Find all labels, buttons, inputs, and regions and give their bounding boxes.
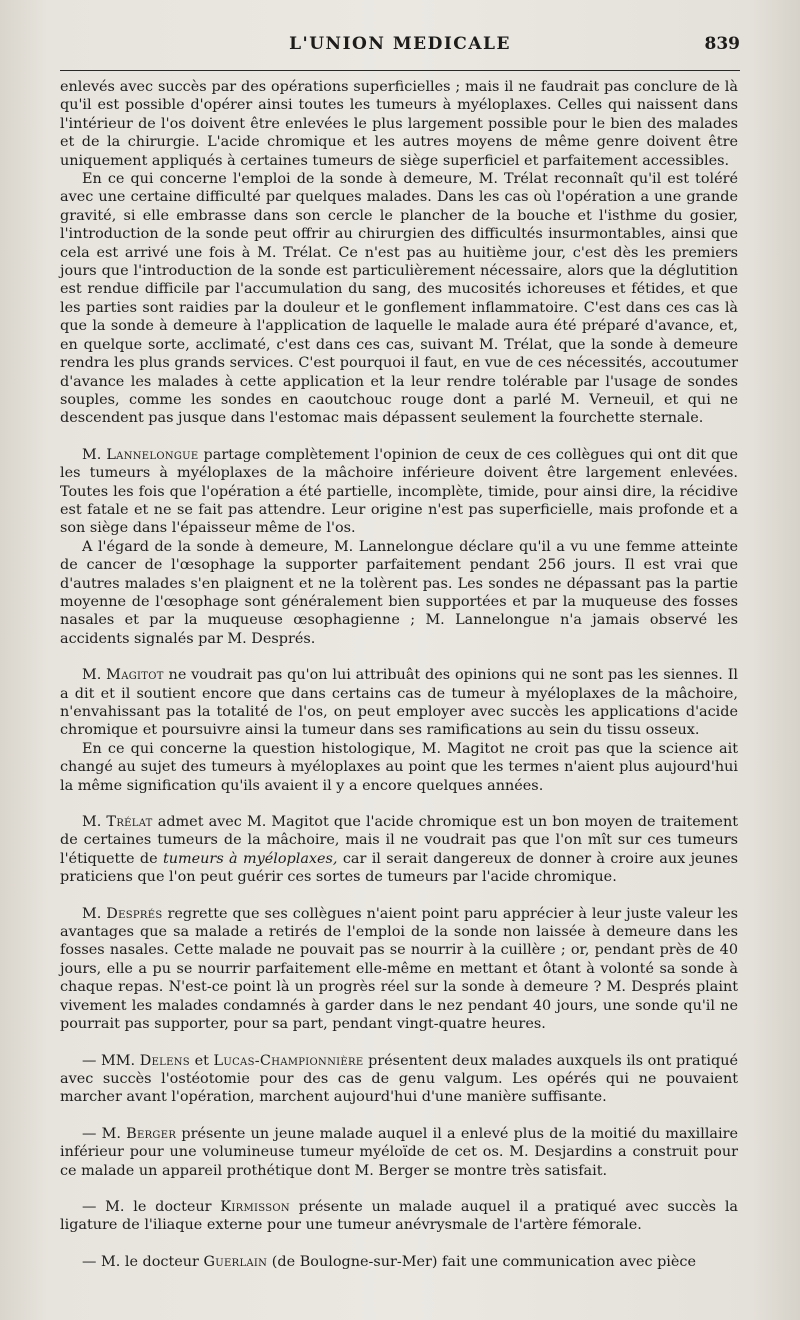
speaker-prefix: M.: [82, 814, 107, 831]
speaker-name: Lucas-Championnière: [213, 1052, 364, 1069]
paragraph-text: partage complètement l'opinion de ceux de ces collègues qui ont dit que les tumeurs à myéloplaxes de la mâchoire inférieure doivent être largement enlevées. Toutes les fois que l'opération a été partielle, incomplète, timide, pour ainsi dire, la récidive est fatale et ne se fait pas attendre. Leur origine n'est pas superficielle, mais profonde et a son siège dans l'épaisseur même de l'os.: [60, 446, 738, 537]
speaker-name: Delens: [139, 1052, 190, 1069]
speaker-name: Lannelongue: [106, 446, 199, 463]
speaker-prefix: M.: [82, 667, 107, 684]
dash-prefix: — M. le docteur: [82, 1253, 204, 1270]
paragraph-text: car il serait dangereux de donner à croire aux jeunes praticiens que l'on peut guérir ces sortes de tumeurs par l'acide chromique.: [60, 850, 738, 886]
speaker-name: Kirmisson: [220, 1198, 290, 1215]
speaker-name: Berger: [126, 1125, 177, 1142]
paragraph-text: regrette que ses collègues n'aient point paru apprécier à leur juste valeur les avantages que sa malade a retirés de l'emploi de la sonde non laissée à demeure dans les fosses nasales. Cette malade ne pouvait pas se nourrir à la cuillère ; or, pendant près de 40 jours, elle a pu se nourrir parfaitement elle-même en mettant et ôtant à volonté sa sonde à chaque repas. N'est-ce point là un progrès réel sur la sonde à demeure ? M. Després plaint vivement les malades condamnés à garder dans le nez pendant 40 jours, une sonde qu'il ne pourrait pas supporter, pour sa part, pendant vingt-quatre heures.: [60, 905, 738, 1033]
speaker-name: Guerlain: [203, 1253, 268, 1270]
paragraph-magitot-histologie: En ce qui concerne la question histologique, M. Magitot ne croit pas que la science ait changé au sujet des tumeurs à myéloplaxes au point que les termes n'aient plus aujourd'hui la même signification qu'ils avaient il y a encore quelques années.: [60, 740, 738, 794]
conjunction: et: [189, 1052, 214, 1069]
paragraph-lannelongue-sonde: A l'égard de la sonde à demeure, M. Lannelongue déclare qu'il a vu une femme atteinte de cancer de l'œsophage la supporter parfaitement pendant 256 jours. Il est vrai que d'autres malades s'en plaignent et ne la tolèrent pas. Les sondes ne dépassant pas la partie moyenne de l'œsophage sont généralement bien supportées et par la muqueuse des fosses nasales et par la muqueuse œsophagienne ; M. Lannelongue n'a jamais observé les accidents signalés par M. Després.: [60, 538, 738, 647]
paragraph-berger: [60, 1125, 738, 1180]
paragraph-magitot: [60, 666, 738, 740]
paragraph-text: ne voudrait pas qu'on lui attribuât des opinions qui ne sont pas les siennes. Il a dit et il soutient encore que dans certains cas de tumeur à myéloplaxes de la mâchoire, n'envahissant pas la totalité de l'os, on peut employer avec succès les applications d'acide chromique et poursuivre ainsi la tumeur dans ses ramifications au sein du tissu osseux.: [60, 667, 738, 739]
speaker-name: Trélat: [106, 814, 153, 831]
paragraph-text: (de Boulogne-sur-Mer) fait une communication avec pièce: [267, 1253, 697, 1270]
page-header: [60, 32, 740, 60]
italic-term: tumeurs à myéloplaxes,: [162, 850, 338, 867]
paragraph-despres: [60, 905, 738, 1034]
page-number: 839: [704, 34, 740, 54]
paragraph-text: présente un malade auquel il a pratiqué avec succès la ligature de l'iliaque externe pour une tumeur anévrysmale de l'artère fémorale.: [60, 1198, 739, 1234]
dash-prefix: — MM.: [82, 1052, 140, 1069]
running-title: L'UNION MEDICALE: [289, 34, 511, 54]
speaker-prefix: M.: [82, 446, 107, 463]
paragraph-text: présentent deux malades auxquels ils ont pratiqué avec succès l'ostéotomie pour des cas de genu valgum. Les opérés qui ne pouvaient marcher avant l'opération, marchent aujourd'hui d'une manière suffisante.: [60, 1052, 739, 1106]
paragraph-guerlain: [60, 1253, 738, 1271]
header-rule: [60, 70, 740, 71]
speaker-prefix: M.: [82, 905, 107, 922]
speaker-name: Magitot: [106, 667, 164, 684]
paragraph-text: admet avec M. Magitot que l'acide chromique est un bon moyen de traitement de certaines tumeurs de la mâchoire, mais il ne voudrait pas que l'on mît sur ces tumeurs l'étiquette de: [60, 814, 738, 867]
paragraph-trelat-sonde: En ce qui concerne l'emploi de la sonde à demeure, M. Trélat reconnaît qu'il est toléré avec une certaine difficulté par quelques malades. Dans les cas où l'opération a une grande gravité, si elle embrasse dans son cercle le plancher de la bouche et l'isthme du gosier, l'introduction de la sonde peut offrir au chirurgien des difficultés insurmontables, ainsi que cela est arrivé une fois à M. Trélat. Ce n'est pas au huitième jour, c'est dès les premiers jours que l'introduction de la sonde est particulièrement nécessaire, alors que la déglutition est rendue difficile par l'accumulation du sang, des mucosités ichoreuses et fétides, et que les parties sont raidies par la douleur et le gonflement inflammatoire. C'est dans ces cas là que la sonde à demeure à l'application de laquelle le malade aura été préparé d'avance, et, en quelque sorte, acclimaté, c'est dans ces cas, suivant M. Trélat, que la sonde à demeure rendra les plus grands services. C'est pourquoi il faut, en vue de ces nécessités, accoutumer d'avance les malades à cette application et la leur rendre tolérable par l'usage de sondes souples, comme les sondes en caoutchouc rouge dont a parlé M. Verneuil, et qui ne descendent pas jusque dans l'estomac mais dépassent seulement la fourchette sternale.: [60, 171, 738, 427]
paragraph-lannelongue: [60, 446, 738, 538]
speaker-name: Després: [106, 905, 163, 922]
paragraph-kirmisson: [60, 1198, 738, 1235]
paragraph-trelat: [60, 813, 738, 887]
article-body: [60, 78, 738, 1271]
paragraph-continuation: enlevés avec succès par des opérations superficielles ; mais il ne faudrait pas conclure de là qu'il est possible d'opérer ainsi toutes les tumeurs à myéloplaxes. Celles qui naissent dans l'intérieur de l'os doivent être enlevées le plus largement possible pour le bien des malades et de la chirurgie. L'acide chromique et les autres moyens de même genre doivent être uniquement appliqués à certaines tumeurs de siège superficiel et parfaitement accessibles.: [60, 79, 738, 169]
paragraph-delens-championniere: [60, 1052, 738, 1107]
paragraph-text: présente un jeune malade auquel il a enlevé plus de la moitié du maxillaire inférieur pour une volumineuse tumeur myéloïde de cet os. M. Desjardins a construit pour ce malade un appareil prothétique dont M. Berger se montre très satisfait.: [60, 1125, 739, 1179]
dash-prefix: — M. le docteur: [82, 1198, 221, 1215]
dash-prefix: — M.: [82, 1125, 127, 1142]
